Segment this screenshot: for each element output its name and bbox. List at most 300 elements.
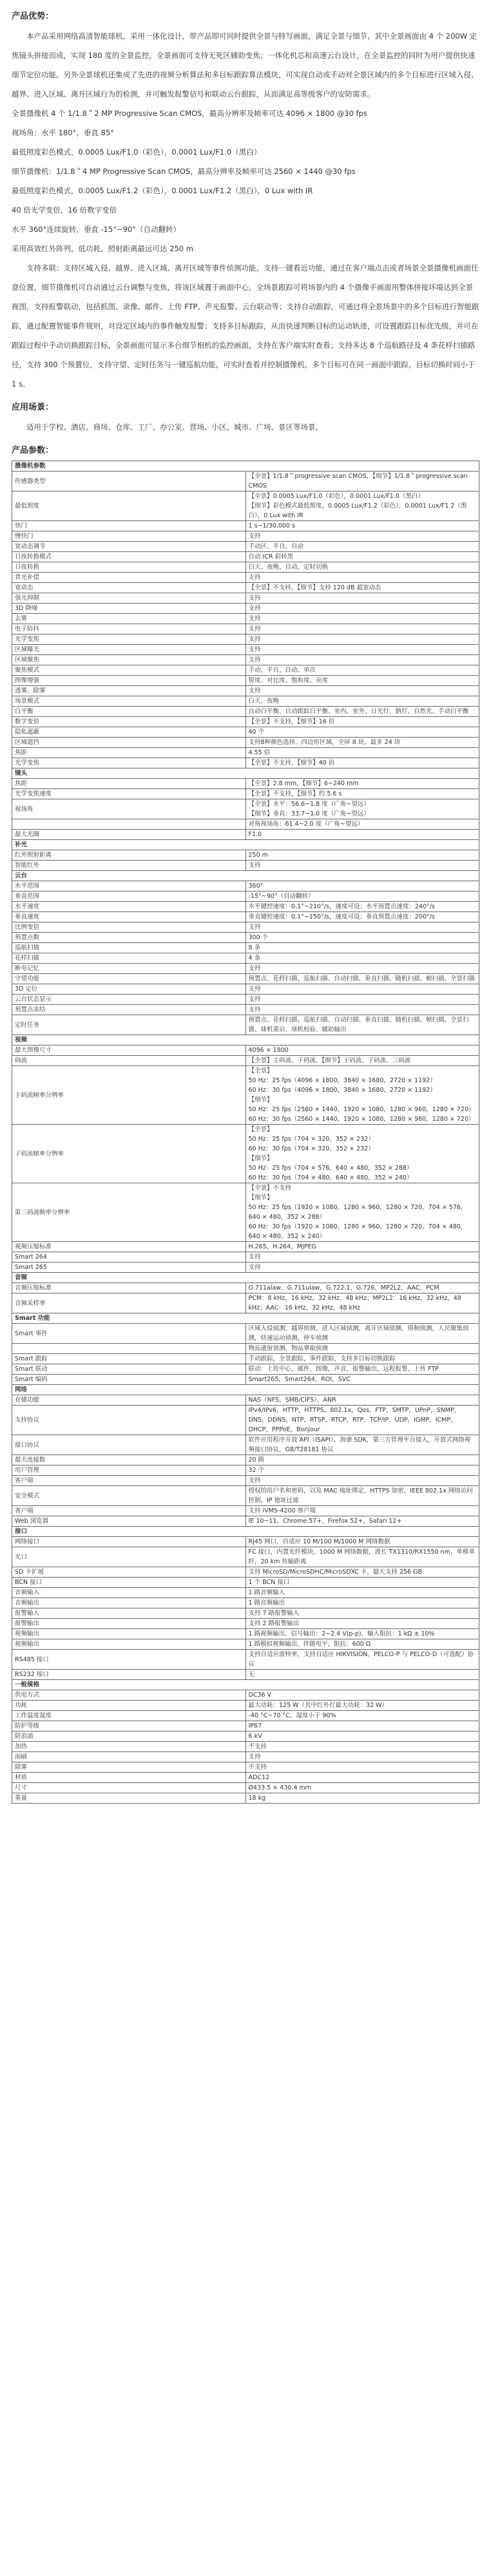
params-value-line: 支持 2 路报警输出 [248, 1620, 300, 1627]
params-value [246, 902, 479, 912]
params-key: RS232 接口 [12, 1670, 246, 1680]
params-value-line: 联动：上传中心，邮件，图像，声音，报警输出，远程报警，上传 FTP [248, 1366, 439, 1373]
params-key: 最大连接数 [12, 1455, 246, 1465]
params-row [12, 1752, 479, 1762]
params-value-line: 50 Hz：25 fps（1920 × 1080，1280 × 960，1280 × 720，704 × 576，640 × 480，352 × 288） [248, 1204, 467, 1221]
params-row [12, 1670, 479, 1680]
params-group-row [12, 1273, 479, 1283]
params-value-line: NAS（NFS，SMB/CIFS），ANR [248, 1397, 336, 1404]
params-value-line: 250 m [248, 852, 268, 859]
params-key: 材质 [12, 1773, 246, 1783]
params-value [246, 912, 479, 922]
params-key: 最大光圈 [12, 830, 246, 840]
params-value-line: 支持 MicroSD/MicroSDHC/MicroSDXC 卡，最大支持 256 GB [248, 1569, 422, 1576]
params-value [246, 1486, 479, 1506]
params-value-line: 4 条 [248, 955, 261, 962]
params-key: 光口 [12, 1547, 246, 1567]
params-row [12, 1742, 479, 1752]
params-row [12, 861, 479, 871]
params-group-row [12, 871, 479, 881]
params-value [246, 1283, 479, 1293]
params-row [12, 696, 479, 707]
params-row [12, 707, 479, 717]
params-key: 客户端 [12, 1506, 246, 1516]
params-key: Smart 联动 [12, 1364, 246, 1375]
params-row [12, 738, 479, 748]
params-value [246, 1588, 479, 1598]
params-value-line: 【细节】垂直：33.7~1.0 度（广角~望远） [248, 810, 370, 817]
params-value-line: 60 Hz：30 fps（4096 × 1800，3840 × 1680，2720 × 1192） [248, 1087, 436, 1094]
params-key: 加热 [12, 1742, 246, 1752]
params-row [12, 1056, 479, 1066]
params-value [246, 964, 479, 974]
params-key: 智能红外 [12, 861, 246, 871]
params-row [12, 758, 479, 768]
params-key: 防浪涌 [12, 1732, 246, 1742]
params-value [246, 676, 479, 686]
params-value [246, 634, 479, 645]
params-value-line: 支持 [248, 605, 261, 612]
params-key: 垂直范围 [12, 892, 246, 902]
params-group-label: 摄像机参数 [12, 461, 479, 472]
params-key: 定时任务 [12, 1015, 246, 1035]
params-key: 守望功能 [12, 974, 246, 984]
params-value-line: PCM：8 kHz，16 kHz，32 kHz，48 kHz；MP2L2：16 kHz，32 kHz，48 kHz；AAC：16 kHz，32 kHz，48 kHz [248, 1295, 461, 1312]
params-value [246, 748, 479, 758]
params-value [246, 1773, 479, 1783]
params-value-line: 1 路音频输出 [248, 1599, 285, 1607]
params-row [12, 1005, 479, 1015]
params-row [12, 1762, 479, 1773]
params-value [246, 655, 479, 665]
params-key: 防护等级 [12, 1721, 246, 1732]
params-value [246, 943, 479, 953]
params-key: 强光抑制 [12, 593, 246, 604]
params-value-line: 软件应用程序开放 API（ISAPI），海康 SDK，第三方管理平台接入，开放式网络视频接口协议，GB/T28181 协议 [248, 1436, 471, 1453]
params-value-line: DC36 V [248, 1692, 272, 1699]
params-value [246, 1752, 479, 1762]
params-value-line: 支持 7 路报警输入 [248, 1610, 300, 1617]
params-value-line: 【全景】0.0005 Lux/F1.0（彩色），0.0001 Lux/F1.0（黑白） [248, 493, 424, 500]
params-key: 光学变焦 [12, 634, 246, 645]
params-row [12, 1406, 479, 1435]
params-value-line: 预置点、花样扫描、巡航扫描、自动扫描、垂直扫描、随机扫描、帧扫描、全景扫描、球机重启、球机校验、辅助输出 [248, 1016, 469, 1033]
params-value-line: 支持 [248, 533, 261, 540]
params-value [246, 604, 479, 614]
params-value-line: H.265，H.264，MJPEG [248, 1243, 316, 1250]
application-text: 适用于学校、酒店、商场、仓库、工厂、办公室、营场、小区、城市、广场、景区等场景。 [26, 423, 323, 432]
params-key: 音频采样率 [12, 1293, 246, 1313]
params-row [12, 1516, 479, 1527]
params-row [12, 1435, 479, 1455]
params-key: 垂直速度 [12, 912, 246, 922]
params-value-line: 【全景】1/1.8＂progressive scan CMOS，【细节】1/1.8＂progressive scan CMOS [248, 473, 468, 490]
params-value [246, 1293, 479, 1313]
params-key: 巡航扫描 [12, 943, 246, 953]
params-key: 比例变倍 [12, 922, 246, 933]
advantages-paragraph: 本产品采用网络高清智能球机，采用一体化设计，带产品即可同时提供全景与特写画面，满足全景与细节，其中全景画面由 4 个 200W 定焦镜头拼接而成，实现 180 度的全景监控，全景画面可支持无死区辅助变焦；一体化机芯和高速云台设计，在全景监控的同时为用户提供快速细节定位功能。另外全景球机还集成了先进的视频分析算法和多目标跟踪算法模块，可实现自动或手动对全景区域内的多个目标进行区域入侵、越界、进入区域、离开区域行为的检测，并可触发报警信号和联动云台跟踪，从而满足高等级客户的安防需求。 [12, 32, 479, 99]
params-value-line: 支持 [248, 1477, 261, 1484]
params-group-label: 网络 [12, 1385, 479, 1395]
params-value [246, 1650, 479, 1670]
params-value-line: 1 路音频输入 [248, 1589, 285, 1596]
params-value [246, 1567, 479, 1578]
params-value-line: 水平键控速度：0.1°~210°/s，速度可设；水平预置点速度：240°/s [248, 903, 435, 910]
advantages-spec-line: 视场角：水平 180°，垂直 85° [12, 128, 114, 137]
params-key: Smart 265 [12, 1263, 246, 1273]
params-row [12, 1701, 479, 1711]
params-group-label: 音频 [12, 1273, 479, 1283]
params-value-line: 物品遗留侦测，物品拿取侦测 [248, 1345, 329, 1352]
params-row [12, 1783, 479, 1793]
params-key: 视场角 [12, 799, 246, 819]
params-key: 安全模式 [12, 1486, 246, 1506]
params-value-line: 【全景】不支持，【细节】约 5.6 s [248, 790, 342, 797]
params-value [246, 624, 479, 634]
params-row [12, 1015, 479, 1035]
params-row [12, 819, 479, 830]
advantages-tail-paragraph: 支持多联：支持区域入侵、越界、进入区域、离开区域等事件侦测功能，支持一键看近功能，通过在客户端点击或者场景全景摄像机画面任意位置，细节摄像机可自动通过云台调整与变焦，将该区域置于画面中心，全场景跟踪可将场景内的 4 个摄像手画面用整体拼接环境达到全景视图。支持报警联动，包括抓图、录像、邮件、上传 FTP、声光报警、云台联动等；支持自动跟踪，可通过将全景场景中的多个目标进行智能跟踪，通过配置智能事件规则，对设定区域内的事件触发报警；支持多目标跟踪，从而快速判断目标的运动轨迹，可设置跟踪目标优先级，并可在跟踪过程中手动切换跟踪目标，全景画面可显示多台细节相机的监控画面，支持在客户端实时查看；支持多达 8 个巡航路径及 4 条花样扫描路径，支持 300 个预置位，支持守望、定时任务与一键巡航功能，可实时查看并控制摄像机，多个目标可在同一画面中跟踪，目标切换时间小于 1 s。 [12, 263, 479, 388]
params-value-line: 【全景】不支持，【细节】16 倍 [248, 718, 335, 725]
params-value-line: 1 个 BCN 接口 [248, 1579, 290, 1586]
params-row [12, 1608, 479, 1619]
params-value [246, 614, 479, 624]
params-row [12, 1547, 479, 1567]
params-row [12, 892, 479, 902]
params-row [12, 902, 479, 912]
params-value-line: 支持 [248, 965, 261, 972]
params-value-line: 【细节】 [248, 1155, 273, 1162]
params-value-line: 支持自适应波特率，支持自适应 HIKVISION，PELCO-P 与 PELCO-D（可选配）协议 [248, 1651, 474, 1668]
params-value-line: 50 Hz：25 fps（2560 × 1440，1920 × 1080，1280 × 960，1280 × 720） [248, 1106, 475, 1113]
params-value [246, 472, 479, 491]
params-key: 焦距 [12, 779, 246, 789]
params-key: 快门 [12, 521, 246, 531]
params-row [12, 573, 479, 583]
params-value-line: 【全景】 [248, 1067, 273, 1074]
params-value-line: FC 接口，内置光纤模块，1000 M 网络数据，波长 TX1310/RX1550 nm，单模单纤，20 km 传输距离 [248, 1549, 475, 1565]
params-row [12, 531, 479, 542]
params-value-line: -40 °C~70 °C，湿度小于 90% [248, 1712, 336, 1719]
params-value [246, 922, 479, 933]
advantages-spec-line: 最低照度彩色模式，0.0005 Lux/F1.2（彩色），0.0001 Lux/F1.2（黑白），0 Lux with IR [12, 186, 313, 195]
params-value [246, 1476, 479, 1486]
params-row [12, 624, 479, 634]
params-value-line: 1 s~1/30,000 s [248, 522, 295, 530]
params-key: 白平衡 [12, 707, 246, 717]
params-key: 云台状态显示 [12, 995, 246, 1005]
params-key [12, 819, 246, 830]
params-key: 雨刷 [12, 1752, 246, 1762]
params-value-line: 【全景】不支持 [248, 1185, 292, 1192]
params-value-line: 【全景】不支持，【细节】40 倍 [248, 759, 335, 767]
params-key: 光学变焦 [12, 758, 246, 768]
params-row [12, 1344, 479, 1354]
params-key: 重量 [12, 1793, 246, 1804]
params-value-line: 4.55 倍 [248, 749, 271, 756]
params-value [246, 789, 479, 799]
params-key: 区域遮挡 [12, 738, 246, 748]
params-value [246, 974, 479, 984]
params-value-line: 支持 [248, 687, 261, 694]
params-key: 除雾 [12, 1762, 246, 1773]
params-value-line: 支持 [248, 574, 261, 581]
params-value [246, 1364, 479, 1375]
params-value [246, 1435, 479, 1455]
params-value-line: 最大功耗：125 W（其中红外灯最大功耗：32 W） [248, 1702, 389, 1709]
params-group-label: 补光 [12, 840, 479, 850]
params-key: 红外照射距离 [12, 850, 246, 861]
params-row [12, 1283, 479, 1293]
params-value-line: IPv4/IPv6，HTTP，HTTPS，802.1x，Qos，FTP，SMTP，UPnP，SNMP，DNS，DDNS，NTP，RTSP，RTCP，RTP，TCP/IP，UDP，IGMP，ICMP，DHCP，PPPoE，Bonjour [248, 1407, 461, 1433]
params-value-line: 8 条 [248, 944, 261, 951]
params-value [246, 1455, 479, 1465]
params-value [246, 1465, 479, 1476]
params-row [12, 583, 479, 593]
params-key: 3D 降噪 [12, 604, 246, 614]
params-value [246, 1015, 479, 1035]
params-key: 场景模式 [12, 696, 246, 707]
advantages-spec-line: 40 倍光学变倍，16 倍数字变倍 [12, 205, 117, 215]
params-value [246, 758, 479, 768]
params-value [246, 1608, 479, 1619]
params-row [12, 912, 479, 922]
params-key: 客户端 [12, 1476, 246, 1486]
params-value [246, 953, 479, 964]
params-group-row [12, 461, 479, 472]
params-row [12, 1588, 479, 1598]
params-value [246, 562, 479, 573]
params-row [12, 953, 479, 964]
params-value-line: 18 kg [248, 1795, 266, 1802]
params-value-line: 360° [248, 883, 264, 890]
params-value-line: 50 Hz：25 fps（704 × 320，352 × 232） [248, 1136, 374, 1143]
params-key: 图像增强 [12, 676, 246, 686]
params-key: 供电方式 [12, 1690, 246, 1701]
params-value [246, 779, 479, 789]
params-row [12, 1293, 479, 1313]
params-value [246, 542, 479, 552]
params-section [12, 443, 479, 1804]
params-value-line: 40 个 [248, 729, 265, 736]
params-value [246, 531, 479, 542]
params-value [246, 1701, 479, 1711]
advantages-spec-list [12, 104, 479, 258]
advantages-tail-paragraphs [12, 258, 479, 394]
params-value [246, 984, 479, 995]
params-key: 日夜转换 [12, 562, 246, 573]
params-value [246, 738, 479, 748]
params-value [246, 696, 479, 707]
params-value [246, 1537, 479, 1547]
params-key: 3D 定位 [12, 984, 246, 995]
params-value-line: 60 Hz：30 fps（704 × 480，640 × 480，352 × 240） [248, 1174, 413, 1181]
application-section [12, 400, 479, 437]
params-value-line: ADC12 [248, 1774, 270, 1781]
params-key: SD 卡扩展 [12, 1567, 246, 1578]
params-key: 区域聚焦 [12, 655, 246, 665]
params-value [246, 686, 479, 696]
params-value-line: 支持 [248, 862, 261, 869]
params-value-line: IE 10~11，Chrome 57+，Firefox 52+，Safari 12+ [248, 1518, 402, 1525]
params-row [12, 1793, 479, 1804]
params-group-label: Smart 功能 [12, 1313, 479, 1324]
params-value-line: 支持 [248, 996, 261, 1003]
params-key: 去雾 [12, 614, 246, 624]
params-row [12, 964, 479, 974]
params-value [246, 1056, 479, 1066]
params-group-row [12, 1035, 479, 1045]
params-value-line: 白天、夜晚 [248, 698, 280, 705]
params-value-line: 预置点、花样扫描、巡航扫描、自动扫描、垂直扫描、随机扫描、帧扫描、全景扫描 [248, 975, 476, 982]
params-key: Smart 跟踪 [12, 1354, 246, 1364]
params-value-line: 手动、半自、自动、单次 [248, 667, 316, 674]
params-row [12, 655, 479, 665]
params-value-line: 授权的用户名和密码，以及 MAC 地址绑定，HTTPS 加密，IEEE 802.1x 网络访问控制，IP 地址过滤 [248, 1487, 473, 1504]
params-key: 接口协议 [12, 1435, 246, 1455]
params-row [12, 1465, 479, 1476]
params-value [246, 1639, 479, 1650]
params-row [12, 984, 479, 995]
params-value [246, 665, 479, 676]
params-value-line: 无 [248, 1671, 255, 1678]
params-value-line: G.711alaw，G.711ulaw，G.722.1，G.726，MP2L2，AAC，PCM [248, 1284, 439, 1292]
params-value [246, 645, 479, 655]
params-value [246, 995, 479, 1005]
params-value-line: 锐度、对比度、饱和度、亮度 [248, 677, 329, 684]
params-row [12, 1242, 479, 1252]
params-value-line: 支持 [248, 924, 261, 931]
params-group-label: 云台 [12, 871, 479, 881]
params-value [246, 850, 479, 861]
params-value-line: 【全景】主码流、子码流，【细节】主码流、子码流、三码流 [248, 1057, 411, 1064]
params-value-line: 白天、夜晚、自动、定时切换 [248, 564, 329, 571]
params-row [12, 1598, 479, 1608]
params-row [12, 645, 479, 655]
params-value [246, 1732, 479, 1742]
params-value [246, 819, 479, 830]
params-value [246, 1516, 479, 1527]
params-value [246, 892, 479, 902]
params-row [12, 614, 479, 624]
params-value [246, 1406, 479, 1435]
params-value [246, 1045, 479, 1056]
params-row [12, 1324, 479, 1344]
params-value [246, 1344, 479, 1354]
params-key: 日夜转换模式 [12, 552, 246, 562]
params-row [12, 562, 479, 573]
params-key: 第三码流帧率分辨率 [12, 1183, 246, 1242]
params-value [246, 933, 479, 943]
params-row [12, 665, 479, 676]
params-row [12, 1354, 479, 1364]
params-key [12, 1344, 246, 1354]
params-row [12, 1263, 479, 1273]
params-row [12, 1629, 479, 1639]
params-value-line: 支持 [248, 1006, 261, 1013]
params-value-line: 1 路模拟视频输出，伴随电平，阻抗：600 Ω [248, 1641, 371, 1648]
params-value [246, 717, 479, 727]
params-key: 用户管理 [12, 1465, 246, 1476]
params-key: Web 浏览器 [12, 1516, 246, 1527]
params-value-line: 支持 [248, 625, 261, 633]
params-value-line: 60 Hz：30 fps（704 × 320，352 × 232） [248, 1145, 374, 1152]
params-value-line: F1.0 [248, 831, 262, 838]
params-value [246, 491, 479, 521]
params-row [12, 1690, 479, 1701]
params-key: 焦距 [12, 748, 246, 758]
advantages-section [12, 9, 479, 394]
params-value-line: IP67 [248, 1722, 262, 1730]
params-key: 光学变焦速度 [12, 789, 246, 799]
params-value [246, 861, 479, 871]
params-value [246, 1619, 479, 1629]
params-key: 预置点数 [12, 933, 246, 943]
advantages-spec-line: 采用高效红外阵列，低功耗，照射距离最远可达 250 m [12, 244, 193, 253]
params-value [246, 1547, 479, 1567]
params-row [12, 676, 479, 686]
params-value-line: 1 路视频输出，信号输出：2~2.4 V(p-p)，输入阻抗：1 kΩ ± 10% [248, 1630, 435, 1637]
params-value [246, 1721, 479, 1732]
params-value-line: 20 路 [248, 1456, 265, 1464]
params-row [12, 830, 479, 840]
params-value [246, 1783, 479, 1793]
params-row [12, 1395, 479, 1406]
params-value-line: 50 Hz：25 fps（4096 × 1800，3840 × 1680，2720 × 1192） [248, 1077, 436, 1084]
params-key: 视频输出 [12, 1639, 246, 1650]
params-row [12, 1125, 479, 1183]
params-key: 背光补偿 [12, 573, 246, 583]
params-value-line: 4096 × 1800 [248, 1047, 289, 1054]
params-key: 视频输出 [12, 1629, 246, 1639]
params-value [246, 1762, 479, 1773]
params-key: 存储功能 [12, 1395, 246, 1406]
params-row [12, 491, 479, 521]
params-key: 透雾、除雾 [12, 686, 246, 696]
params-key: 慢快门 [12, 531, 246, 542]
params-key: 宽动态调节 [12, 542, 246, 552]
params-group-row [12, 1680, 479, 1690]
params-value [246, 707, 479, 717]
advantages-spec-line: 最低照度彩色模式，0.0005 Lux/F1.0（彩色），0.0001 Lux/F1.0（黑白） [12, 148, 262, 157]
params-group-row [12, 768, 479, 779]
params-row [12, 1045, 479, 1056]
params-key: 传感器类型 [12, 472, 246, 491]
params-value-line: Ø433.5 × 430.4 mm [248, 1784, 311, 1791]
params-row [12, 1619, 479, 1629]
params-value [246, 881, 479, 892]
params-key: Smart 编码 [12, 1375, 246, 1385]
params-key: 支持协议 [12, 1406, 246, 1435]
params-value-line: 【细节】 [248, 1194, 273, 1201]
params-value [246, 1354, 479, 1364]
params-value [246, 727, 479, 738]
params-group-row [12, 840, 479, 850]
params-row [12, 634, 479, 645]
params-value [246, 1066, 479, 1125]
params-group-label: 一般规格 [12, 1680, 479, 1690]
params-row [12, 1252, 479, 1263]
params-value-line: 支持 [248, 1264, 261, 1271]
params-value-line: 6 kV [248, 1733, 262, 1740]
params-row [12, 1375, 479, 1385]
params-key: 子码流帧率分辨率 [12, 1125, 246, 1183]
params-value-line: 区域入侵侦测，越界侦测，进入区域侦测，离开区域侦测，徘徊侦测，人员聚集侦测，快速运动侦测，停车侦测 [248, 1325, 469, 1342]
params-row [12, 1183, 479, 1242]
params-value [246, 1183, 479, 1242]
params-value [246, 1629, 479, 1639]
params-row [12, 1066, 479, 1125]
